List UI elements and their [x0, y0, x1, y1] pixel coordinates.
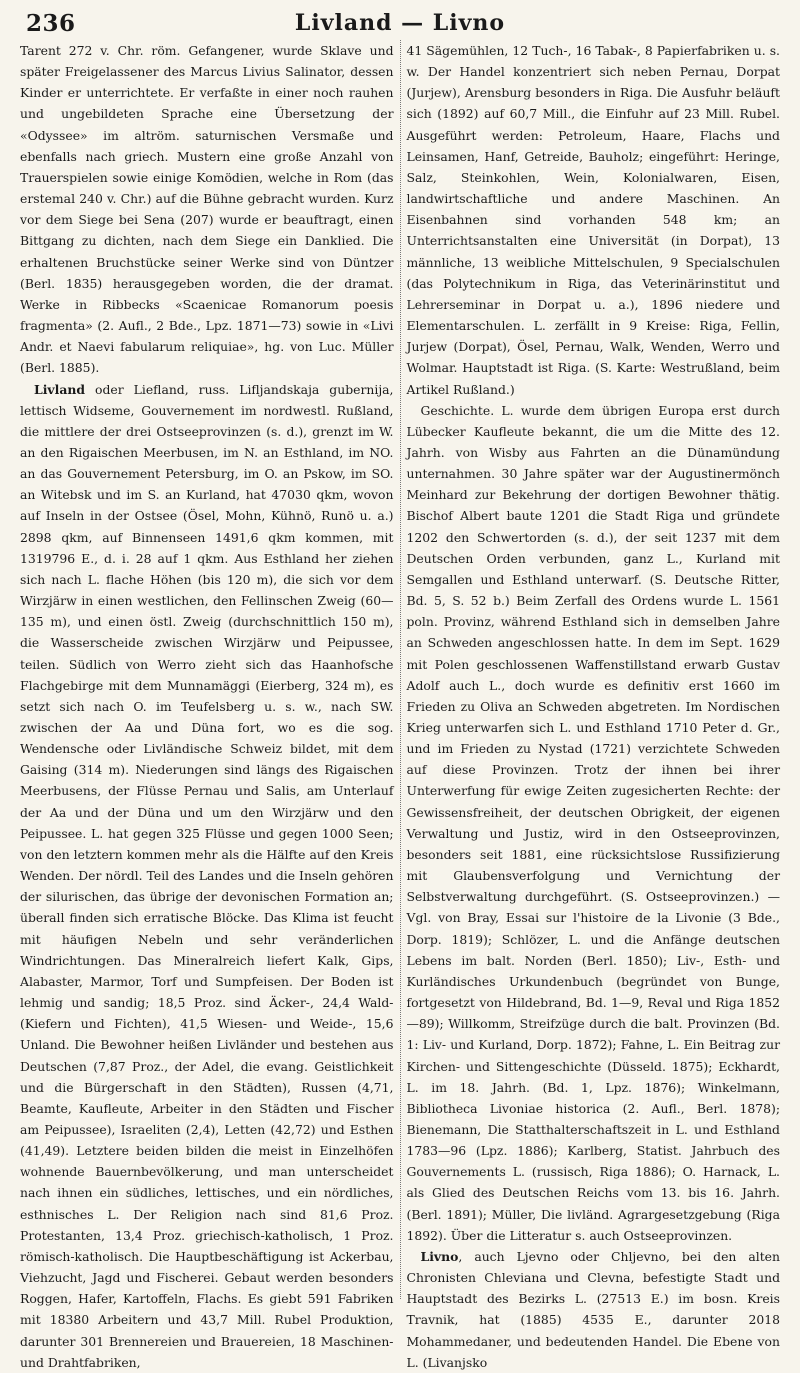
left-column: [20, 40, 394, 1370]
page-number: 236: [26, 10, 76, 37]
livland-entry-text: oder Liefland, russ. Lifljandskaja gubernija, lettisch Widseme, Gouvernement im nordwestl. Rußland, die mittlere der drei Ostseeprovinzen (s. d.), grenzt im W. an den Rigaischen Meerbusen, im N. an Esthland, im NO. an das Gouvernement Petersburg, im O. an Pskow, im SO. an Witebsk und im S. an Kurland, hat 47030 qkm, wovon auf Inseln in der Ostsee (Ösel, Mohn, Kühnö, Runö u. a.) 2898 qkm, auf Binnenseen 1491,6 qkm kommen, mit 1319796 E., d. i. 28 auf 1 qkm. Aus Esthland her ziehen sich nach L. flache Höhen (bis 120 m), die sich vor dem Wirzjärw in einen westlichen, den Fellinschen Zweig (60—135 m), und einen östl. Zweig (durchschnittlich 150 m), die Wasserscheide zwischen Wirzjärw und Peipussee, teilen. Südlich von Werro zieht sich das Haanhofsche Flachgebirge mit dem Munnamäggi (Eierberg, 324 m), es setzt sich nach O. im Teufelsberg u. s. w., nach SW. zwischen der Aa und Düna fort, wo es die sog. Wendensche oder Livländische Schweiz bildet, mit dem Gaising (314 m). Niederungen sind längs des Rigaischen Meerbusens, der Flüsse Pernau und Salis, am Unterlauf der Aa und der Düna und um den Wirzjärw und den Peipussee. L. hat gegen 325 Flüsse und gegen 1000 Seen; von den letztern kommen mehr als die Hälfte auf den Kreis Wenden. Der nördl. Teil des Landes und die Inseln gehören der silurischen, das übrige der devonischen Formation an; überall finden sich erratische Blöcke. Das Klima ist feucht mit häufigen Nebeln und sehr veränderlichen Windrichtungen. Das Mineralreich liefert Kalk, Gips, Alabaster, Marmor, Torf und Sumpfeisen. Der Boden ist lehmig und sandig; 18,5 Proz. sind Äcker-, 24,4 Wald- (Kiefern und Fichten), 41,5 Wiesen- und Weide-, 15,6 Unland. Die Bewohner heißen Livländer und bestehen aus Deutschen (7,87 Proz., der Adel, die evang. Geistlichkeit und die Bürgerschaft in den Städten), Russen (4,71, Beamte, Kaufleute, Arbeiter in den Städten und Fischer am Peipussee), Israeliten (2,4), Letten (42,72) und Esthen (41,49). Letztere beiden bilden die meist in Einzelhöfen wohnende Bauernbevölkerung, und man unterscheidet nach ihnen ein südliches, lettisches, und ein nördliches, esthnisches L. Der Religion nach sind 81,6 Proz. Protestanten, 13,4 Proz. griechisch-katholisch, 1 Proz. römisch-katholisch. Die Hauptbeschäftigung ist Ackerbau, Viehzucht, Jagd und Fischerei. Gebaut werden besonders Roggen, Hafer, Kartoffeln, Flachs. Es giebt 591 Fabriken mit 18380 Arbeitern und 43,7 Mill. Rubel Produktion, darunter 301 Brennereien und Brauereien, 18 Maschinen- und Drahtfabriken,: [20, 381, 394, 1370]
livno-entry-text: , auch Ljevno oder Chljevno, bei den alten Chronisten Chleviana und Clevna, befestigte Stadt und Hauptstadt des Bezirks L. (27513 E.) im bosn. Kreis Travnik, hat (1885) 4535 E., darunter 2018 Mohammedaner, und bedeutenden Handel. Die Ebene von L. (Livanjsko: [406, 1248, 780, 1370]
livius-entry-continuation: Tarent 272 v. Chr. röm. Gefangener, wurde Sklave und später Freigelassener des Marcus Livius Salinator, dessen Kinder er unterrichtete. Er verfaßte in einer noch rauhen und ungebildeten Sprache eine Übersetzung der «Odyssee» im altröm. saturnischen Versmaße und ebenfalls nach griech. Mustern eine große Anzahl von Trauerspielen sowie einige Komödien, welche in Rom (das erstemal 240 v. Chr.) auf die Bühne gebracht wurden. Kurz vor dem Siege bei Sena (207) wurde er beauftragt, einen Bittgang zu dichten, nach dem Siege ein Danklied. Die erhaltenen Bruchstücke seiner Werke sind von Düntzer (Berl. 1835) herausgegeben worden, die der dramat. Werke in Ribbecks «Scaenicae Romanorum poesis fragmenta» (2. Aufl., 2 Bde., Lpz. 1871—73) sowie in «Livi Andr. et Naevi fabularum reliquiae», hg. von Luc. Müller (Berl. 1885).: [20, 43, 394, 376]
livland-entry-continuation: 41 Sägemühlen, 12 Tuch-, 16 Tabak-, 8 Papierfabriken u. s. w. Der Handel konzentriert sich neben Pernau, Dorpat (Jurjew), Arensburg besonders in Riga. Die Ausfuhr beläuft sich (1892) auf 60,7 Mill., die Einfuhr auf 23 Mill. Rubel. Ausgeführt werden: Petroleum, Haare, Flachs und Leinsamen, Hanf, Getreide, Bauholz; eingeführt: Heringe, Salz, Steinkohlen, Wein, Kolonialwaren, Eisen, landwirtschaftliche und andere Maschinen. An Eisenbahnen sind vorhanden 548 km; an Unterrichtsanstalten eine Universität (in Dorpat), 13 männliche, 13 weibliche Mittelschulen, 9 Specialschulen (das Polytechnikum in Riga, das Veterinärinstitut und Lehrerseminar in Dorpat u. a.), 1896 niedere und Elementarschulen. L. zerfällt in 9 Kreise: Riga, Fellin, Jurjew (Dorpat), Ösel, Pernau, Walk, Wenden, Werro und Wolmar. Hauptstadt ist Riga. (S. Karte: Westrußland, beim Artikel Rußland.): [406, 43, 780, 397]
livno-entry: [407, 1246, 781, 1373]
geschichte-label: Geschichte.: [420, 402, 495, 418]
livland-entry: [20, 379, 394, 1373]
column-divider: [400, 40, 401, 1299]
right-column: [406, 40, 781, 1370]
text-columns: [20, 40, 780, 1370]
geschichte-text: L. wurde dem übrigen Europa erst durch Lübecker Kaufleute bekannt, die um die Mitte des 12. Jahrh. von Wisby aus Fahrten an die Dünamündung unternahmen. 30 Jahre später war der Augustinermönch Meinhard zur Bekehrung der dortigen Bewohner thätig. Bischof Albert baute 1201 die Stadt Riga und gründete 1202 den Schwertorden (s. d.), der seit 1237 mit dem Deutschen Orden verbunden, ganz L., Kurland mit Semgallen und Esthland unterwarf. (S. Deutsche Ritter, Bd. 5, S. 52 b.) Beim Zerfall des Ordens wurde L. 1561 poln. Provinz, während Esthland sich in demselben Jahre an Schweden angeschlossen hatte. In dem im Sept. 1629 mit Polen geschlossenen Waffenstillstand erwarb Gustav Adolf auch L., doch wurde es definitiv erst 1660 im Frieden zu Oliva an Schweden abgetreten. Im Nordischen Krieg unterwarfen sich L. und Esthland 1710 Peter d. Gr., und im Frieden zu Nystad (1721) verzichtete Schweden auf diese Provinzen. Trotz der ihnen bei ihrer Unterwerfung für ewige Zeiten zugesicherten Rechte: der Gewissensfreiheit, der deutschen Obrigkeit, der eigenen Verwaltung und Justiz, wird in den Ostseeprovinzen, besonders seit 1881, eine rücksichtslose Russifizierung mit Glaubensverfolgung und Vernichtung der Selbstverwaltung durchgeführt. (S. Ostseeprovinzen.) — Vgl. von Bray, Essai sur l'histoire de la Livonie (3 Bde., Dorp. 1819); Schlözer, L. und die Anfänge deutschen Lebens im balt. Norden (Berl. 1850); Liv-, Esth- und Kurländisches Urkundenbuch (begründet von Bunge, fortgesetzt von Hildebrand, Bd. 1—9, Reval und Riga 1852—89); Willkomm, Streifzüge durch die balt. Provinzen (Bd. 1: Liv- und Kurland, Dorp. 1872); Fahne, L. Ein Beitrag zur Kirchen- und Sittengeschichte (Düsseld. 1875); Eckhardt, L. im 18. Jahrh. (Bd. 1, Lpz. 1876); Winkelmann, Bibliotheca Livoniae historica (2. Aufl., Berl. 1878); Bienemann, Die Statthalterschaftszeit in L. und Esthland 1783—96 (Lpz. 1886); Karlberg, Statist. Jahrbuch des Gouvernements L. (russisch, Riga 1886); O. Harnack, L. als Glied des Deutschen Reichs vom 13. bis 16. Jahrh. (Berl. 1891); Müller, Die livländ. Agrargesetzgebung (Riga 1892). Über die Litteratur s. auch Ostseeprovinzen.: [406, 402, 780, 1243]
page-header: [20, 8, 780, 38]
geschichte-section: [407, 400, 781, 1246]
livno-headword: Livno: [420, 1248, 459, 1264]
livland-headword: Livland: [34, 381, 86, 397]
running-head: Livland — Livno: [294, 10, 506, 36]
